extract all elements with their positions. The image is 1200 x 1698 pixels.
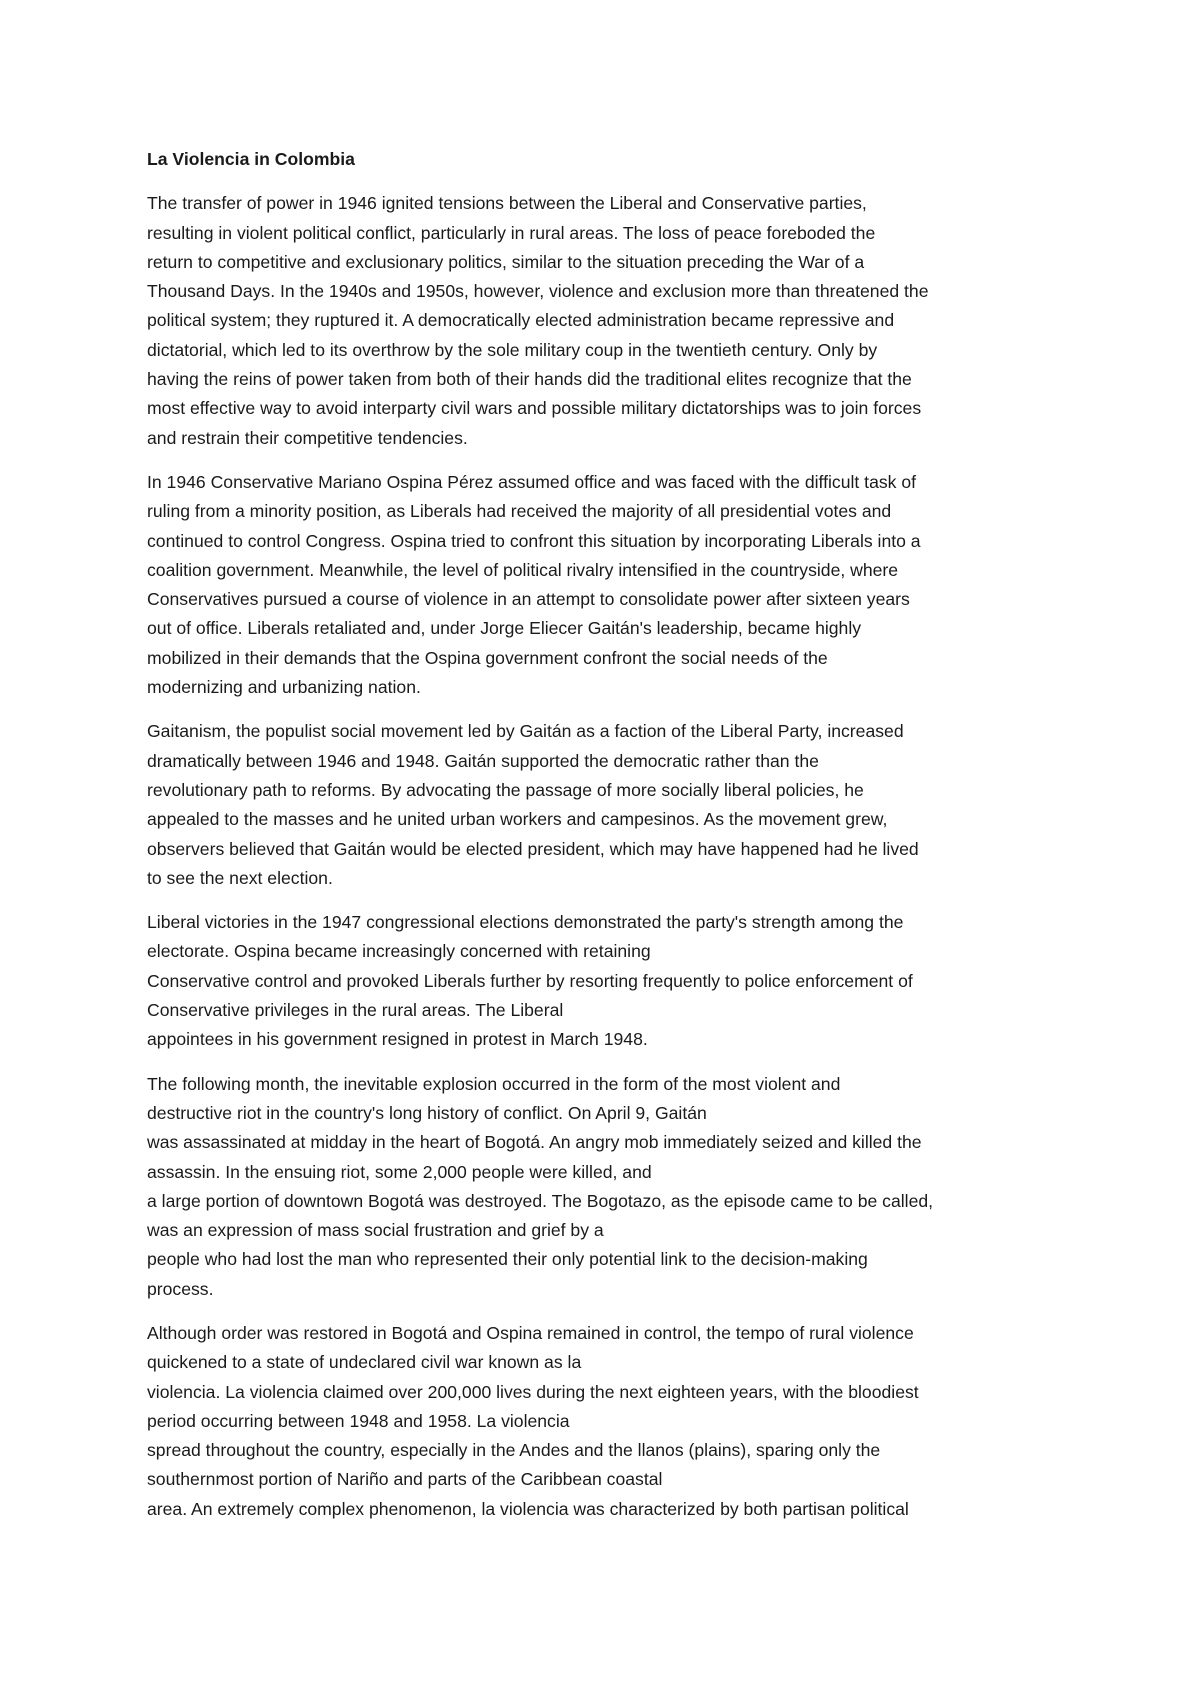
paragraph-line: The following month, the inevitable explosion occurred in the form of the most violent and (147, 1073, 841, 1094)
paragraph-line: electorate. Ospina became increasingly concerned with retaining (147, 941, 651, 962)
paragraph-line: was an expression of mass social frustration and grief by a (147, 1220, 604, 1241)
paragraph-line: political system; they ruptured it. A democratically elected administration became repressive and (147, 310, 895, 331)
paragraph-line: dramatically between 1946 and 1948. Gaitán supported the democratic rather than the (147, 750, 819, 771)
paragraph-line: to see the next election. (147, 867, 333, 888)
paragraph-line: quickened to a state of undeclared civil war known as la (147, 1352, 582, 1373)
paragraph-line: spread throughout the country, especially in the Andes and the llanos (plains), sparing only the (147, 1440, 881, 1461)
paragraph-line: modernizing and urbanizing nation. (147, 677, 421, 698)
paragraph-line: Thousand Days. In the 1940s and 1950s, however, violence and exclusion more than threatened the (147, 281, 929, 302)
paragraph-line: dictatorial, which led to its overthrow by the sole military coup in the twentieth century. Only by (147, 339, 878, 360)
paragraph-line: revolutionary path to reforms. By advocating the passage of more socially liberal policies, he (147, 779, 864, 800)
paragraph-line: Conservative control and provoked Liberals further by resorting frequently to police enforcement of (147, 970, 913, 991)
paragraph-line: process. (147, 1278, 214, 1299)
document-body (147, 145, 1067, 1539)
paragraph-line: continued to control Congress. Ospina tried to confront this situation by incorporating Liberals into a (147, 530, 921, 551)
paragraph-line: out of office. Liberals retaliated and, under Jorge Eliecer Gaitán's leadership, became highly (147, 618, 862, 639)
paragraph-line: Liberal victories in the 1947 congressional elections demonstrated the party's strength among the (147, 912, 904, 933)
paragraph-line: Although order was restored in Bogotá and Ospina remained in control, the tempo of rural violence (147, 1322, 914, 1343)
paragraph (147, 468, 1067, 702)
paragraph-line: was assassinated at midday in the heart of Bogotá. An angry mob immediately seized and killed the (147, 1132, 922, 1153)
paragraph-line: Conservatives pursued a course of violence in an attempt to consolidate power after sixteen years (147, 589, 910, 610)
paragraph-line: southernmost portion of Nariño and parts of the Caribbean coastal (147, 1469, 663, 1490)
paragraph-line: coalition government. Meanwhile, the level of political rivalry intensified in the countryside, where (147, 559, 899, 580)
paragraph-line: period occurring between 1948 and 1958. La violencia (147, 1410, 570, 1431)
paragraph-line: In 1946 Conservative Mariano Ospina Pérez assumed office and was faced with the difficult task of (147, 471, 917, 492)
document-title: La Violencia in Colombia (147, 149, 355, 169)
paragraph-line: Gaitanism, the populist social movement led by Gaitán as a faction of the Liberal Party, increased (147, 721, 904, 742)
paragraph (147, 908, 1067, 1054)
paragraph (147, 717, 1067, 893)
paragraph-line: resulting in violent political conflict, particularly in rural areas. The loss of peace foreboded the (147, 222, 876, 243)
paragraph-line: Conservative privileges in the rural areas. The Liberal (147, 1000, 564, 1021)
paragraph-line: destructive riot in the country's long history of conflict. On April 9, Gaitán (147, 1102, 707, 1123)
paragraph-line: ruling from a minority position, as Liberals had received the majority of all presidential votes and (147, 501, 892, 522)
paragraph-line: having the reins of power taken from both of their hands did the traditional elites recognize that the (147, 369, 912, 390)
paragraph-line: assassin. In the ensuing riot, some 2,000 people were killed, and (147, 1161, 652, 1182)
paragraph-line: observers believed that Gaitán would be elected president, which may have happened had he lived (147, 838, 919, 859)
paragraph-line: a large portion of downtown Bogotá was destroyed. The Bogotazo, as the episode came to be called, (147, 1190, 934, 1211)
paragraph-line: appointees in his government resigned in protest in March 1948. (147, 1029, 648, 1050)
paragraph (147, 1070, 1067, 1304)
paragraph-line: appealed to the masses and he united urban workers and campesinos. As the movement grew, (147, 809, 888, 830)
paragraph-line: area. An extremely complex phenomenon, la violencia was characterized by both partisan political (147, 1498, 909, 1519)
paragraph-line: and restrain their competitive tendencies. (147, 427, 468, 448)
paragraph-line: most effective way to avoid interparty civil wars and possible military dictatorships was to join forces (147, 398, 922, 419)
paragraph-list (147, 189, 1067, 1524)
paragraph (147, 1319, 1067, 1524)
paragraph-line: mobilized in their demands that the Ospina government confront the social needs of the (147, 647, 828, 668)
paragraph-line: violencia. La violencia claimed over 200,000 lives during the next eighteen years, with the bloodiest (147, 1381, 919, 1402)
paragraph (147, 189, 1067, 453)
paragraph-line: people who had lost the man who represented their only potential link to the decision-making (147, 1249, 868, 1270)
paragraph-line: The transfer of power in 1946 ignited tensions between the Liberal and Conservative parties, (147, 193, 867, 214)
paragraph-line: return to competitive and exclusionary politics, similar to the situation preceding the War of a (147, 251, 865, 272)
